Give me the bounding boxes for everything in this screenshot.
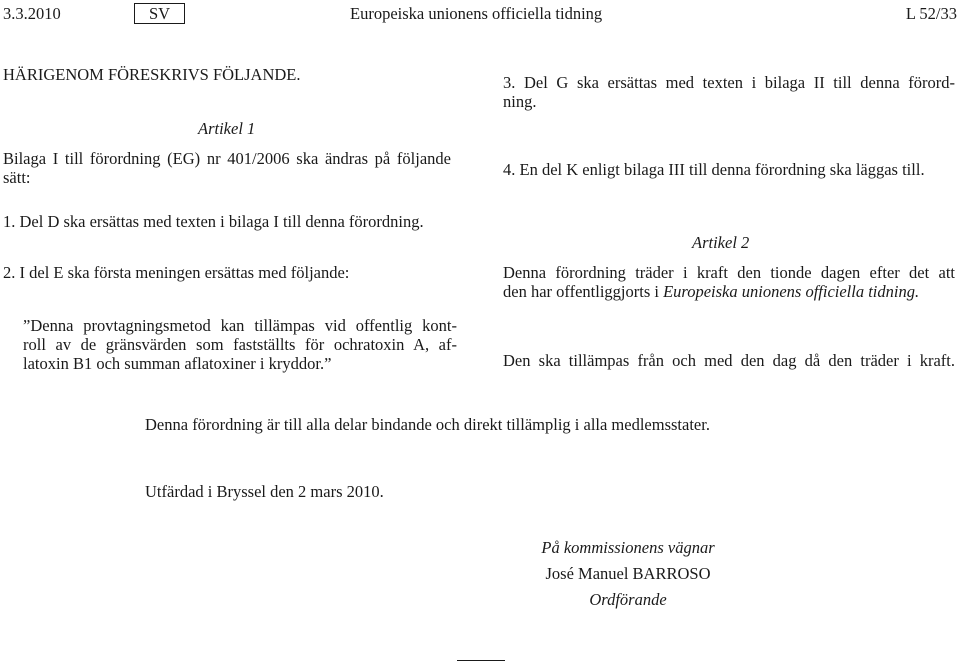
- language-badge: SV: [134, 3, 185, 24]
- article2-line-1: Denna förordning träder i kraft den tionde dagen efter det att: [503, 263, 955, 282]
- signatory-name: José Manuel BARROSO: [545, 564, 711, 583]
- journal-title: Europeiska unionens officiella tidning: [350, 4, 603, 23]
- done-at: Utfärdad i Bryssel den 2 mars 2010.: [145, 482, 384, 501]
- amendment-point-2: 2. I del E ska första meningen ersättas med följande:: [3, 263, 350, 282]
- quote-line-1: ”Denna provtagningsmetod kan tillämpas vid offentlig kont-: [23, 316, 457, 335]
- header-date: 3.3.2010: [3, 4, 61, 23]
- amendment-point-3-line-2: ning.: [503, 92, 537, 111]
- article2-line-3: Den ska tillämpas från och med den dag då den träder i kraft.: [503, 351, 955, 370]
- article1-line-2: sätt:: [3, 168, 31, 187]
- signatory-role: Ordförande: [589, 590, 667, 609]
- article1-line-1: Bilaga I till förordning (EG) nr 401/2006 ska ändras på följande: [3, 149, 451, 168]
- quote-line-2: roll av de gränsvärden som fastställts för ochratoxin A, af-: [23, 335, 457, 354]
- article2-title: Artikel 2: [692, 233, 750, 252]
- on-behalf-line: På kommissionens vägnar: [541, 538, 715, 557]
- binding-statement: Denna förordning är till alla delar bindande och direkt tillämplig i alla medlemsstater.: [145, 415, 710, 434]
- article2-line-2: [503, 281, 919, 302]
- amendment-point-3-line-1: 3. Del G ska ersättas med texten i bilaga II till denna förord-: [503, 73, 955, 92]
- amendment-point-1: 1. Del D ska ersättas med texten i bilaga I till denna förordning.: [3, 212, 424, 231]
- article1-title: Artikel 1: [198, 119, 256, 138]
- page-reference: L 52/33: [905, 4, 957, 23]
- amendment-point-4: 4. En del K enligt bilaga III till denna förordning ska läggas till.: [503, 160, 925, 179]
- article2-line-2-text: den har offentliggjorts i: [503, 282, 664, 301]
- intro-text: HÄRIGENOM FÖRESKRIVS FÖLJANDE.: [3, 65, 301, 84]
- footnote-separator: [457, 660, 505, 661]
- quote-line-3: latoxin B1 och summan aflatoxiner i kryddor.”: [23, 354, 332, 373]
- journal-reference: Europeiska unionens officiella tidning.: [663, 282, 920, 301]
